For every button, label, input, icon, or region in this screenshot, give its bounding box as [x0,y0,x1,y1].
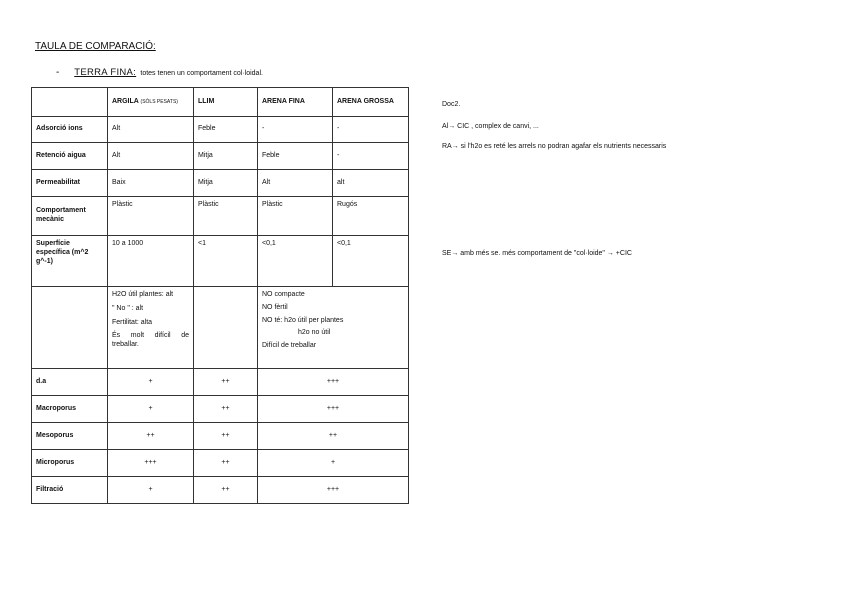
header-arena-fina: ARENA FINA [258,88,333,117]
note-line: NO compacte [262,291,305,298]
cell-arena-fina: Plàstic [258,197,333,236]
notes-empty-cell [32,287,108,369]
row-label: Comportament mecànic [32,197,108,236]
cell-arena-fina: Alt [258,170,333,197]
cell-llim: ++ [194,477,258,504]
table-row [32,236,409,287]
cell-llim: Mitja [194,143,258,170]
cell-argila: + [108,477,194,504]
note-line: Fertilitat: alta [112,318,153,326]
note-line: treballar. [112,341,139,348]
note-line: És molt difícil de [112,332,189,340]
row-label: Adsorció ions [32,117,108,143]
table-row [32,170,409,197]
row-label: Macroporus [32,396,108,423]
cell-argila: Alt [108,143,194,170]
cell-llim: Feble [194,117,258,143]
subtitle-text: totes tenen un comportament col·loidal. [140,70,263,77]
cell-arena-fina: <0,1 [258,236,333,287]
table-row [32,197,409,236]
row-label: Filtració [32,477,108,504]
cell-arena-fina: Feble [258,143,333,170]
side-note-se: SE→ amb més se. més comportament de "col·loide" → +CIC [442,250,632,257]
table-row [32,477,409,504]
cell-llim: ++ [194,423,258,450]
side-note-al: Al→ CIC , complex de canvi, ... [442,123,539,130]
subtitle [56,67,263,78]
subtitle-heading: TERRA FINA: [74,67,137,78]
cell-llim: <1 [194,236,258,287]
cell-arena: +++ [258,396,409,423]
cell-llim: Mitja [194,170,258,197]
table-row [32,143,409,170]
cell-arena: +++ [258,477,409,504]
row-label: Retenció aigua [32,143,108,170]
cell-arena: + [258,450,409,477]
cell-llim: Plàstic [194,197,258,236]
row-label: Superfície específica (m^2 g^-1) [32,236,108,287]
cell-argila: 10 a 1000 [108,236,194,287]
note-line: NO té: h2o útil per plantes [262,316,344,324]
comparison-table [31,87,409,504]
cell-arena: +++ [258,369,409,396]
notes-argila [108,287,194,369]
row-label: Mesoporus [32,423,108,450]
cell-argila: Alt [108,117,194,143]
note-line: H2O útil plantes: alt [112,291,174,298]
note-line: Difícil de treballar [262,342,317,349]
cell-arena-grossa: alt [333,170,409,197]
table-row [32,369,409,396]
table-row-notes [32,287,409,369]
table-row [32,117,409,143]
header-llim: LLIM [194,88,258,117]
table-row [32,423,409,450]
cell-arena: ++ [258,423,409,450]
row-label: d.a [32,369,108,396]
cell-llim: ++ [194,396,258,423]
cell-arena-fina: - [258,117,333,143]
cell-argila: + [108,396,194,423]
cell-arena-grossa: - [333,117,409,143]
cell-argila: ++ [108,423,194,450]
notes-arena [258,287,409,369]
cell-llim: ++ [194,369,258,396]
cell-arena-grossa: - [333,143,409,170]
table-row [32,450,409,477]
bullet-dash: - [56,67,60,78]
cell-argila: + [108,369,194,396]
side-note-ra: RA→ si l'h2o es reté les arrels no podran agafar els nutrients necessaris [442,143,667,150]
note-line: NO fèrtil [262,303,288,311]
note-line: h2o no útil [298,329,331,337]
note-line: " No " : alt [112,304,144,312]
cell-arena-grossa: Rugós [333,197,409,236]
cell-arena-grossa: <0,1 [333,236,409,287]
cell-llim: ++ [194,450,258,477]
table-row [32,396,409,423]
header-empty-cell [32,88,108,117]
header-arena-grossa: ARENA GROSSA [333,88,409,117]
cell-argila: Plàstic [108,197,194,236]
header-argila: ARGILA (SÒLS PESATS) [108,88,194,117]
cell-argila: Baix [108,170,194,197]
cell-argila: +++ [108,450,194,477]
notes-llim-empty [194,287,258,369]
table-header-row [32,88,409,117]
side-note-doc: Doc2. [442,101,461,108]
row-label: Permeabilitat [32,170,108,197]
row-label: Microporus [32,450,108,477]
page-title: TAULA DE COMPARACIÓ: [35,41,156,52]
